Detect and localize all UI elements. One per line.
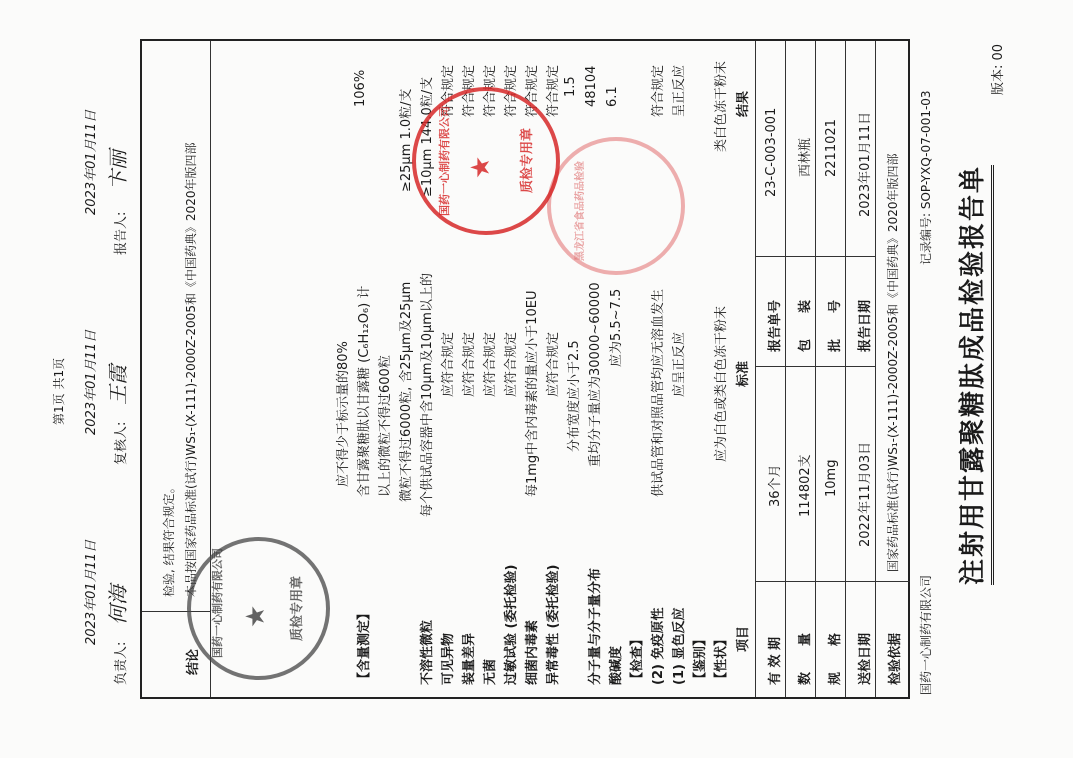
quantity-value: 114802支: [798, 454, 813, 517]
row-result: 符合规定: [483, 64, 498, 117]
header-item: 项目: [736, 625, 751, 652]
report-date-label: 报告日期: [858, 299, 873, 352]
page-title: 注射用甘露聚糖肽成品检验报告单: [952, 165, 994, 585]
row-result-2: 1.5: [563, 76, 578, 97]
row-item: 异常毒性 (委托检验): [546, 564, 561, 685]
inspection-seal-stamp: 黑龙江省食品药品检验: [547, 137, 685, 275]
page-number: 第1页 共1页: [52, 357, 66, 425]
row-item: (1) 显色反应: [672, 607, 687, 685]
reviewer-signature: 王霞: [106, 365, 130, 405]
row-item: 酸碱度: [609, 645, 624, 685]
row-item: 无菌: [483, 658, 498, 685]
report-no-value: 23-C-003-001: [764, 107, 779, 197]
row-standard: 每个供试品容器中含10μm及10μm以上的: [420, 273, 435, 517]
submit-date-value: 2022年11月03日: [858, 441, 873, 547]
reporter-date: 2023年01月11日: [84, 109, 99, 215]
row-item: 【检查】: [630, 632, 645, 685]
row-standard: 应为5.5~7.5: [609, 288, 624, 367]
row-item: 装量差异: [462, 632, 477, 685]
qc-seal-stamp-gray: 国药一心制药有限公司 ★ 质检专用章: [187, 537, 330, 680]
reviewer-label: 复核人:: [114, 421, 129, 465]
conclusion-line-2: 检验, 结果符合规定。: [162, 481, 176, 597]
version-label: 版本: 00: [991, 43, 1006, 95]
header-standard: 标准: [736, 360, 751, 387]
row-result: 6.1: [605, 86, 620, 107]
row-standard-2: 分布宽度应小于2.5: [567, 340, 582, 452]
reporter-signature: 卞丽: [106, 150, 130, 190]
row-standard-3: 以上的微粒不得过600粒: [378, 355, 393, 497]
package-value: 西林瓶: [798, 137, 813, 177]
row-result: 符合规定: [651, 64, 666, 117]
row-item: 可见异物: [441, 632, 456, 685]
row-item: 不溶性微粒: [420, 619, 435, 685]
report-sheet: [12, 35, 1012, 735]
row-item: 过敏试验 (委托检验): [504, 564, 519, 685]
reporter-label: 报告人:: [114, 211, 129, 255]
row-standard: 应符合规定: [483, 331, 498, 397]
conclusion-label: 结论: [186, 648, 201, 675]
row-standard: 应符合规定: [504, 331, 519, 397]
row-standard-2: 应不得少于标示量的80%: [336, 341, 351, 487]
row-item: 【鉴别】: [693, 632, 708, 685]
batch-value: 2211021: [824, 119, 839, 177]
row-standard-2: 微粒不得过6000粒, 含25μm及25μm: [399, 281, 414, 502]
row-standard: 应为白色或类白色冻干粉末: [714, 305, 729, 462]
header-result: 结果: [736, 90, 751, 117]
company-name: 国药一心制药有限公司: [919, 574, 933, 695]
submit-date-label: 送检日期: [858, 632, 873, 685]
row-result: 符合规定: [462, 64, 477, 117]
row-item: 【含量测定】: [357, 606, 372, 685]
basis-value: 国家药品标准(试行)WS₁-(X-111)-2000Z-2005和《中国药典》2020年版四部: [886, 153, 900, 572]
basis-label: 检验依据: [888, 632, 903, 685]
report-date-value: 2023年01月11日: [858, 111, 873, 217]
row-result: 符合规定: [504, 64, 519, 117]
expiry-label: 有 效 期: [768, 636, 783, 685]
row-result: ≥10μm 144.0粒/支: [420, 76, 435, 197]
batch-label: 批 号: [828, 299, 843, 352]
row-standard: 应符合规定: [462, 331, 477, 397]
qc-seal-stamp-red: 国药一心制药有限公司 ★ 质检专用章: [412, 87, 560, 235]
reviewer-date: 2023年01月11日: [84, 329, 99, 435]
responsible-date: 2023年01月11日: [84, 539, 99, 645]
row-standard: 供试品管和对照品管均应无溶血发生: [651, 288, 666, 497]
row-result: 106%: [353, 69, 368, 107]
row-standard: 每1mg中含内毒素的量应小于10EU: [525, 290, 540, 497]
conclusion-line-1: 本品按国家药品标准(试行)WS₁-(X-111)-2000Z-2005和《中国药典》2020年版四部: [184, 142, 198, 597]
row-result: 符合规定: [546, 64, 561, 117]
row-result: 48104: [584, 65, 599, 107]
row-result: 类白色冻干粉末: [714, 60, 729, 152]
row-standard: 含甘露聚糖肽以甘露糖 (C₆H₁₂O₆) 计: [357, 285, 372, 497]
row-standard: 重均分子量应为30000~60000: [588, 282, 603, 467]
row-item: (2) 免疫原性: [651, 607, 666, 685]
spec-value: 10mg: [824, 459, 839, 497]
record-number: 记录编号: SOP-YXQ-07-001-03: [919, 90, 933, 265]
quantity-label: 数 量: [798, 632, 813, 685]
row-item: 分子量与分子量分布: [588, 567, 603, 685]
row-standard: 应符合规定: [546, 331, 561, 397]
row-result: 符合规定: [441, 64, 456, 117]
expiry-value: 36个月: [768, 464, 783, 507]
row-result: 符合规定: [525, 64, 540, 117]
report-no-label: 报告单号: [768, 299, 783, 352]
row-result: 呈正反应: [672, 64, 687, 117]
row-result-2: ≥25μm 1.0粒/支: [399, 88, 414, 192]
row-item: 【性状】: [714, 632, 729, 685]
row-item: 细菌内毒素: [525, 619, 540, 685]
spec-label: 规 格: [828, 632, 843, 685]
row-standard: 应呈正反应: [672, 331, 687, 397]
responsible-signature: 何海: [106, 585, 130, 625]
package-label: 包 装: [798, 299, 813, 352]
responsible-label: 负责人:: [114, 641, 129, 685]
row-standard: 应符合规定: [441, 331, 456, 397]
